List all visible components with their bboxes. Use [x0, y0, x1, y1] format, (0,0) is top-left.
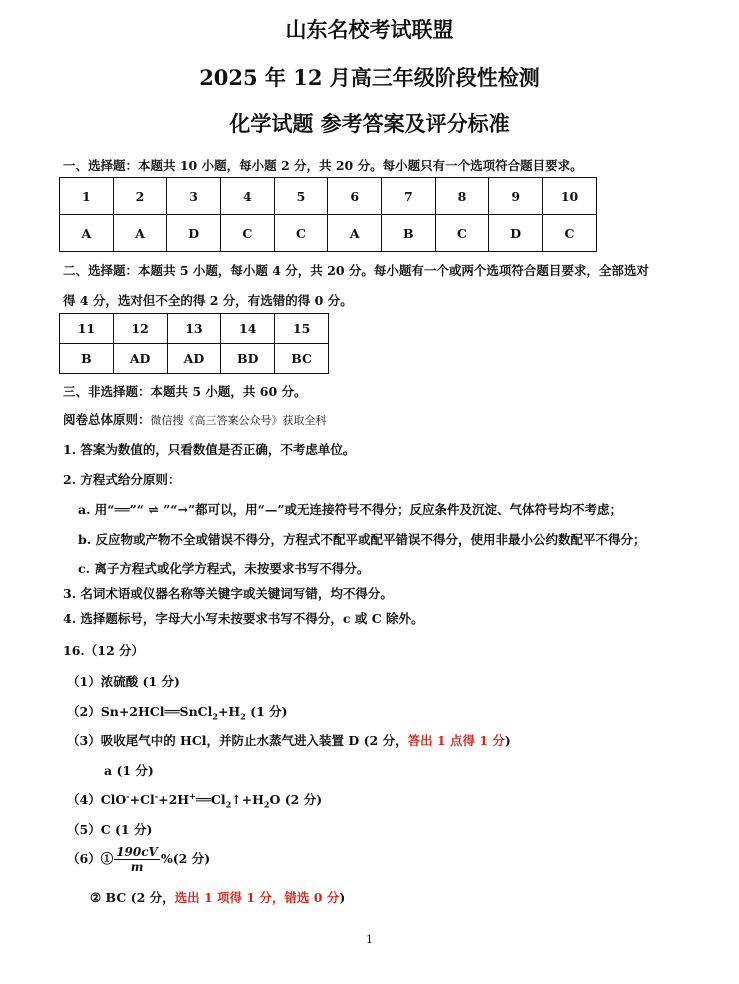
answer-cell: D: [489, 215, 543, 252]
answer-cell: C: [543, 215, 597, 252]
question-number: 14: [221, 314, 275, 344]
answer-cell: A: [113, 215, 167, 252]
question-number: 9: [489, 178, 543, 215]
question-number: 5: [274, 178, 328, 215]
answer-prefix: （6）①: [67, 851, 114, 866]
score-note: (1 分): [245, 704, 288, 719]
equation-part: +H: [217, 704, 241, 719]
grading-principles: [63, 410, 327, 428]
answer-cell: B: [382, 215, 436, 252]
question-number: 6: [328, 178, 382, 215]
superscript: +: [189, 790, 196, 801]
question-number: 15: [275, 314, 329, 344]
equation-part: （4）ClO: [67, 792, 127, 807]
title-league: 山东名校考试联盟: [285, 17, 454, 42]
equation-part: +Cl: [129, 792, 155, 807]
question-number: 3: [167, 178, 221, 215]
question-number: 7: [382, 178, 436, 215]
title-subject: 化学试题 参考答案及评分标准: [229, 111, 510, 136]
equation-part: +2H: [158, 792, 190, 807]
answer-cell: A: [328, 215, 382, 252]
table-row: [60, 344, 329, 374]
fraction-numerator: 190cV: [116, 845, 158, 859]
equation-part: O (2 分): [269, 792, 323, 807]
superscript: -: [154, 790, 159, 801]
partial-credit-note: 选出 1 项得 1 分，错选 0 分: [174, 890, 340, 905]
answer-16-1: （1）浓硫酸 (1 分): [67, 674, 180, 689]
page-number: 1: [366, 933, 373, 946]
rule-2c: c. 离子方程式或化学方程式，未按要求书写不得分。: [78, 561, 370, 576]
answer-cell: B: [60, 344, 114, 374]
fraction-denominator: m: [130, 860, 144, 874]
answer-cell: A: [60, 215, 114, 252]
answer-cell: C: [221, 215, 275, 252]
equation-part: ↑+H: [231, 792, 264, 807]
answer-cell: D: [167, 215, 221, 252]
table-row: [60, 178, 597, 215]
answer-cell: C: [274, 215, 328, 252]
answer-16-5: （5）C (1 分): [67, 822, 153, 837]
question-number: 11: [60, 314, 114, 344]
question-number: 1: [60, 178, 114, 215]
section2-heading-line1: 二、选择题：本题共 5 小题，每小题 4 分，共 20 分。每小题有一个或两个选项符合题目要求，全部选对: [63, 263, 649, 278]
answer-cell: AD: [167, 344, 221, 374]
rule-3: 3. 名词术语或仪器名称等关键字或关键词写错，均不得分。: [63, 586, 393, 601]
fraction: [114, 845, 160, 874]
rule-1: 1. 答案为数值的，只看数值是否正确，不考虑单位。: [63, 442, 356, 457]
rule-4: 4. 选择题标号，字母大小写未按要求书写不得分，c 或 C 除外。: [63, 611, 424, 626]
question-number: 2: [113, 178, 167, 215]
answer-cell: AD: [113, 344, 167, 374]
watermark-text: 微信搜《高三答案公众号》获取全科: [150, 414, 327, 427]
answer-16-2: [67, 702, 288, 722]
question-16-heading: 16.（12 分）: [63, 643, 144, 658]
score-note: %(2 分): [160, 851, 211, 866]
equation-part: （2）Sn+2HCl══SnCl: [67, 704, 213, 719]
answer-16-3: [67, 731, 511, 749]
section2-answer-table: [59, 313, 329, 374]
answer-16-3-choice: a (1 分): [104, 763, 154, 778]
closing-paren: ): [339, 890, 346, 905]
principle-label: 阅卷总体原则：: [63, 412, 151, 427]
answer-16-6: [67, 845, 210, 874]
partial-credit-note: 答出 1 点得 1 分: [407, 733, 505, 748]
rule-2: 2. 方程式给分原则：: [63, 472, 181, 487]
answer-16-6-2: [90, 888, 345, 906]
answer-cell: BD: [221, 344, 275, 374]
section2-heading-line2: 得 4 分，选对但不全的得 2 分，有选错的得 0 分。: [63, 293, 353, 308]
answer-16-4: [67, 790, 322, 810]
answer-cell: BC: [275, 344, 329, 374]
section1-heading: 一、选择题：本题共 10 小题，每小题 2 分，共 20 分。每小题只有一个选项符合题目要求。: [63, 158, 583, 173]
question-number: 10: [543, 178, 597, 215]
subscript: 2: [212, 711, 218, 722]
superscript: -: [126, 790, 130, 801]
subscript: 2: [263, 799, 270, 810]
answer-text: ② BC (2 分，: [90, 890, 175, 905]
subscript: 2: [240, 711, 246, 722]
closing-paren: ): [504, 733, 511, 748]
answer-cell: C: [435, 215, 489, 252]
table-row: [60, 215, 597, 252]
section1-answer-table: [59, 177, 597, 252]
rule-2a: a. 用“══”“ ⇌ ”“→”都可以，用“—”或无连接符号不得分；反应条件及沉淀、气体符号均不考虑；: [78, 502, 623, 517]
question-number: 4: [221, 178, 275, 215]
subscript: 2: [225, 799, 232, 810]
question-number: 8: [435, 178, 489, 215]
answer-text: （3）吸收尾气中的 HCl，并防止水蒸气进入装置 D (2 分，: [67, 733, 408, 748]
title-exam: 2025 年 12 月高三年级阶段性检测: [199, 65, 540, 90]
section3-heading: 三、非选择题：本题共 5 小题，共 60 分。: [63, 384, 307, 399]
equation-part: ══Cl: [195, 792, 226, 807]
question-number: 13: [167, 314, 221, 344]
table-row: [60, 314, 329, 344]
rule-2b: b. 反应物或产物不全或错误不得分，方程式不配平或配平错误不得分，使用非最小公约数配平不得分；: [78, 532, 646, 547]
question-number: 12: [113, 314, 167, 344]
